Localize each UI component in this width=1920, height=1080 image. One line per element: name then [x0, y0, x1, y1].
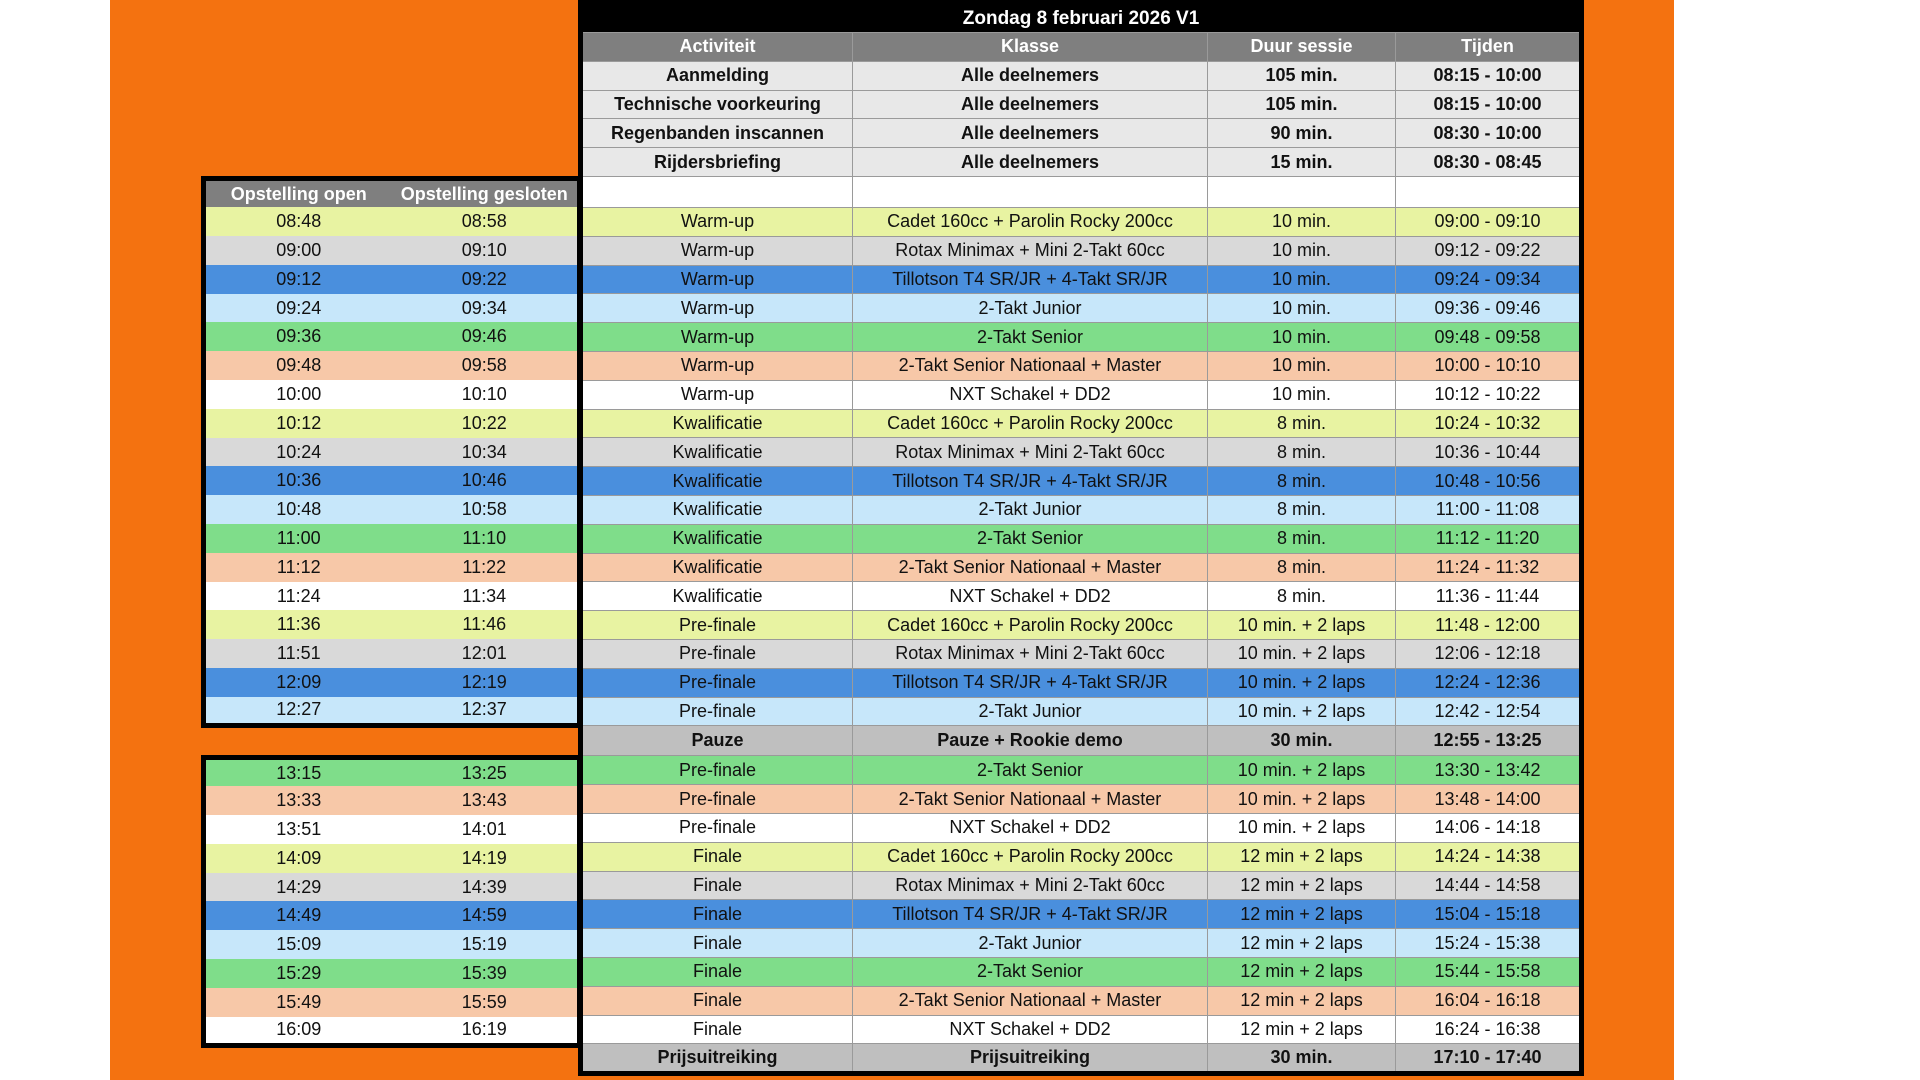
session-row [581, 929, 1582, 958]
duration-cell: 12 min + 2 laps [1208, 929, 1396, 958]
class-cell: 2-Takt Senior [853, 524, 1208, 553]
lineup-closed-cell: 09:22 [461, 268, 507, 289]
session-row [581, 957, 1582, 986]
duration-cell: 8 min. [1208, 495, 1396, 524]
activity-cell: Pauze [581, 726, 853, 756]
session-row [581, 380, 1582, 409]
class-cell: 2-Takt Senior [853, 756, 1208, 785]
lineup-row [204, 553, 580, 582]
lineup-open-cell: 14:29 [276, 876, 322, 897]
lineup-header-row [204, 179, 580, 208]
lineup-open-cell: 13:51 [276, 818, 322, 839]
class-cell: 2-Takt Junior [853, 697, 1208, 726]
class-cell: NXT Schakel + DD2 [853, 1015, 1208, 1044]
class-cell: Cadet 160cc + Parolin Rocky 200cc [853, 409, 1208, 438]
lineup-open-cell: 09:36 [276, 326, 322, 347]
lineup-closed-cell: 15:19 [461, 934, 507, 955]
lineup-row [204, 322, 580, 351]
lineup-closed-cell: 12:19 [461, 671, 507, 692]
session-row [581, 986, 1582, 1015]
times-cell: 11:36 - 11:44 [1396, 582, 1582, 611]
times-cell: 12:55 - 13:25 [1396, 726, 1582, 756]
session-row [581, 236, 1582, 265]
activity-cell: Warm-up [581, 380, 853, 409]
lineup-open-cell: 11:36 [276, 614, 321, 635]
lineup-table-morning [201, 176, 582, 728]
activity-cell: Finale [581, 957, 853, 986]
header-class: Klasse [853, 33, 1208, 62]
lineup-row [204, 380, 580, 409]
duration-cell: 90 min. [1208, 119, 1396, 148]
lineup-row [204, 873, 580, 902]
session-row [581, 639, 1582, 668]
activity-cell: Pre-finale [581, 785, 853, 814]
lineup-closed-cell: 13:25 [461, 762, 507, 783]
lineup-closed-cell: 12:37 [461, 699, 507, 720]
lineup-closed-cell: 09:46 [461, 326, 507, 347]
duration-cell: 10 min. [1208, 265, 1396, 294]
activity-cell: Kwalificatie [581, 467, 853, 496]
header-duration: Duur sessie [1208, 33, 1396, 62]
times-cell: 14:24 - 14:38 [1396, 842, 1582, 871]
session-row [581, 207, 1582, 236]
empty-cell [1208, 176, 1396, 207]
lineup-row [204, 351, 580, 380]
times-cell: 11:24 - 11:32 [1396, 553, 1582, 582]
lineup-row [204, 582, 580, 611]
class-cell: Cadet 160cc + Parolin Rocky 200cc [853, 611, 1208, 640]
lineup-closed-cell: 11:22 [462, 556, 507, 577]
activity-cell: Pre-finale [581, 668, 853, 697]
lineup-row [204, 265, 580, 294]
activity-cell: Finale [581, 1015, 853, 1044]
lineup-row [204, 668, 580, 697]
class-cell: Tillotson T4 SR/JR + 4-Takt SR/JR [853, 900, 1208, 929]
class-cell: Cadet 160cc + Parolin Rocky 200cc [853, 842, 1208, 871]
duration-cell: 10 min. [1208, 351, 1396, 380]
activity-cell: Rijdersbriefing [581, 148, 853, 177]
class-cell: 2-Takt Senior [853, 323, 1208, 352]
lineup-open-cell: 09:00 [276, 239, 322, 260]
duration-cell: 8 min. [1208, 409, 1396, 438]
activity-cell: Pre-finale [581, 611, 853, 640]
class-cell: Pauze + Rookie demo [853, 726, 1208, 756]
activity-cell: Warm-up [581, 351, 853, 380]
lineup-open-cell: 11:00 [276, 527, 321, 548]
duration-cell: 30 min. [1208, 1044, 1396, 1074]
lineup-open-cell: 09:24 [276, 297, 322, 318]
times-cell: 17:10 - 17:40 [1396, 1044, 1582, 1074]
lineup-closed-cell: 10:58 [461, 499, 507, 520]
lineup-open-cell: 11:24 [276, 585, 321, 606]
times-cell: 16:04 - 16:18 [1396, 986, 1582, 1015]
activity-cell: Kwalificatie [581, 553, 853, 582]
title-row [581, 3, 1582, 33]
activity-cell: Kwalificatie [581, 582, 853, 611]
session-row [581, 294, 1582, 323]
activity-cell: Pre-finale [581, 697, 853, 726]
duration-cell: 8 min. [1208, 438, 1396, 467]
times-cell: 08:15 - 10:00 [1396, 90, 1582, 119]
activity-cell: Warm-up [581, 294, 853, 323]
activity-cell: Kwalificatie [581, 524, 853, 553]
duration-cell: 105 min. [1208, 61, 1396, 90]
times-cell: 09:00 - 09:10 [1396, 207, 1582, 236]
times-cell: 14:06 - 14:18 [1396, 813, 1582, 842]
duration-cell: 10 min. [1208, 380, 1396, 409]
lineup-closed-cell: 10:34 [461, 441, 507, 462]
session-row [581, 467, 1582, 496]
duration-cell: 30 min. [1208, 726, 1396, 756]
class-cell: Tillotson T4 SR/JR + 4-Takt SR/JR [853, 668, 1208, 697]
lineup-open-cell: 09:12 [276, 268, 322, 289]
lineup-row [204, 409, 580, 438]
duration-cell: 8 min. [1208, 553, 1396, 582]
header-times: Tijden [1396, 33, 1582, 62]
times-cell: 13:48 - 14:00 [1396, 785, 1582, 814]
activity-cell: Warm-up [581, 236, 853, 265]
lineup-row [204, 524, 580, 553]
lineup-closed-cell: 14:01 [461, 818, 507, 839]
session-row [581, 495, 1582, 524]
session-row [581, 438, 1582, 467]
class-cell: Alle deelnemers [853, 148, 1208, 177]
duration-cell: 8 min. [1208, 524, 1396, 553]
lineup-closed-cell: 15:59 [461, 991, 507, 1012]
times-cell: 08:15 - 10:00 [1396, 61, 1582, 90]
class-cell: NXT Schakel + DD2 [853, 380, 1208, 409]
duration-cell: 10 min. + 2 laps [1208, 668, 1396, 697]
class-cell: Tillotson T4 SR/JR + 4-Takt SR/JR [853, 265, 1208, 294]
lineup-closed-cell: 10:22 [461, 412, 507, 433]
lineup-open-cell: 11:12 [276, 556, 321, 577]
session-row [581, 351, 1582, 380]
duration-cell: 15 min. [1208, 148, 1396, 177]
session-row [581, 553, 1582, 582]
empty-cell [1396, 176, 1582, 207]
lineup-row [204, 294, 580, 323]
empty-cell [581, 176, 853, 207]
times-cell: 12:42 - 12:54 [1396, 697, 1582, 726]
duration-cell: 12 min + 2 laps [1208, 986, 1396, 1015]
pre-event-row [581, 61, 1582, 90]
lineup-open-cell: 16:09 [276, 1019, 322, 1040]
class-cell: 2-Takt Senior Nationaal + Master [853, 553, 1208, 582]
lineup-open-cell: 10:36 [276, 470, 322, 491]
duration-cell: 10 min. [1208, 294, 1396, 323]
duration-cell: 12 min + 2 laps [1208, 842, 1396, 871]
lineup-closed-cell: 08:58 [461, 211, 507, 232]
lineup-open-cell: 09:48 [276, 355, 322, 376]
session-row [581, 813, 1582, 842]
activity-cell: Pre-finale [581, 813, 853, 842]
lineup-closed-cell: 11:46 [462, 614, 507, 635]
duration-cell: 105 min. [1208, 90, 1396, 119]
times-cell: 15:24 - 15:38 [1396, 929, 1582, 958]
lineup-row [204, 639, 580, 668]
times-cell: 14:44 - 14:58 [1396, 871, 1582, 900]
session-row [581, 697, 1582, 726]
class-cell: 2-Takt Senior [853, 957, 1208, 986]
lineup-row [204, 438, 580, 467]
pause-row [581, 726, 1582, 756]
times-cell: 10:36 - 10:44 [1396, 438, 1582, 467]
class-cell: Alle deelnemers [853, 61, 1208, 90]
times-cell: 11:48 - 12:00 [1396, 611, 1582, 640]
times-cell: 09:36 - 09:46 [1396, 294, 1582, 323]
pre-event-row [581, 148, 1582, 177]
lineup-open-cell: 08:48 [276, 211, 322, 232]
activity-cell: Pre-finale [581, 756, 853, 785]
activity-cell: Prijsuitreiking [581, 1044, 853, 1074]
session-row [581, 524, 1582, 553]
lineup-closed-cell: 10:10 [461, 383, 507, 404]
class-cell: Cadet 160cc + Parolin Rocky 200cc [853, 207, 1208, 236]
times-cell: 08:30 - 08:45 [1396, 148, 1582, 177]
lineup-row [204, 236, 580, 265]
lineup-row [204, 758, 580, 787]
session-row [581, 582, 1582, 611]
duration-cell: 10 min. [1208, 323, 1396, 352]
session-row [581, 842, 1582, 871]
duration-cell: 10 min. + 2 laps [1208, 785, 1396, 814]
lineup-open-cell: 15:29 [276, 962, 322, 983]
activity-cell: Kwalificatie [581, 495, 853, 524]
lineup-open-cell: 11:51 [276, 643, 321, 664]
activity-cell: Regenbanden inscannen [581, 119, 853, 148]
activity-cell: Warm-up [581, 207, 853, 236]
lineup-open-cell: 10:24 [276, 441, 322, 462]
lineup-row [204, 786, 580, 815]
session-row [581, 409, 1582, 438]
class-cell: 2-Takt Junior [853, 294, 1208, 323]
lineup-row [204, 844, 580, 873]
activity-cell: Kwalificatie [581, 409, 853, 438]
session-row [581, 668, 1582, 697]
duration-cell: 10 min. + 2 laps [1208, 611, 1396, 640]
class-cell: 2-Takt Senior Nationaal + Master [853, 785, 1208, 814]
class-cell: Rotax Minimax + Mini 2-Takt 60cc [853, 236, 1208, 265]
lineup-closed-cell: 12:01 [461, 643, 507, 664]
lineup-open-cell: 13:15 [276, 762, 322, 783]
activity-cell: Finale [581, 871, 853, 900]
lineup-open-cell: 14:09 [276, 847, 322, 868]
times-cell: 13:30 - 13:42 [1396, 756, 1582, 785]
class-cell: 2-Takt Junior [853, 929, 1208, 958]
lineup-row [204, 988, 580, 1017]
lineup-closed-cell: 15:39 [461, 962, 507, 983]
lineup-open-cell: 14:49 [276, 905, 322, 926]
lineup-open-cell: 12:27 [276, 699, 322, 720]
times-cell: 10:12 - 10:22 [1396, 380, 1582, 409]
lineup-closed-cell: 10:46 [461, 470, 507, 491]
duration-cell: 12 min + 2 laps [1208, 957, 1396, 986]
class-cell: 2-Takt Junior [853, 495, 1208, 524]
times-cell: 16:24 - 16:38 [1396, 1015, 1582, 1044]
times-cell: 15:04 - 15:18 [1396, 900, 1582, 929]
duration-cell: 12 min + 2 laps [1208, 1015, 1396, 1044]
lineup-open-cell: 12:09 [276, 671, 322, 692]
session-row [581, 1015, 1582, 1044]
activity-cell: Pre-finale [581, 639, 853, 668]
session-row [581, 265, 1582, 294]
lineup-closed-cell: 16:19 [461, 1019, 507, 1040]
times-cell: 11:12 - 11:20 [1396, 524, 1582, 553]
duration-cell: 10 min. [1208, 207, 1396, 236]
lineup-open-cell: 13:33 [276, 790, 322, 811]
lineup-row [204, 610, 580, 639]
blank-row [581, 176, 1582, 207]
lineup-row [204, 959, 580, 988]
class-cell: Rotax Minimax + Mini 2-Takt 60cc [853, 438, 1208, 467]
duration-cell: 8 min. [1208, 582, 1396, 611]
lineup-row [204, 815, 580, 844]
class-cell: Tillotson T4 SR/JR + 4-Takt SR/JR [853, 467, 1208, 496]
class-cell: Prijsuitreiking [853, 1044, 1208, 1074]
activity-cell: Warm-up [581, 323, 853, 352]
lineup-open-cell: 10:48 [276, 499, 322, 520]
empty-cell [853, 176, 1208, 207]
lineup-closed-cell: 09:58 [461, 355, 507, 376]
duration-cell: 12 min + 2 laps [1208, 900, 1396, 929]
page-title: Zondag 8 februari 2026 V1 [581, 3, 1582, 33]
duration-cell: 12 min + 2 laps [1208, 871, 1396, 900]
lineup-closed-cell: 13:43 [461, 790, 507, 811]
session-row [581, 756, 1582, 785]
lineup-closed-cell: 11:34 [462, 585, 507, 606]
lineup-row [204, 901, 580, 930]
times-cell: 11:00 - 11:08 [1396, 495, 1582, 524]
duration-cell: 10 min. + 2 laps [1208, 813, 1396, 842]
class-cell: 2-Takt Senior Nationaal + Master [853, 986, 1208, 1015]
lineup-closed-cell: 09:34 [461, 297, 507, 318]
session-row [581, 871, 1582, 900]
pre-event-row [581, 90, 1582, 119]
lineup-row [204, 466, 580, 495]
header-lineup-closed: Opstelling gesloten [400, 183, 568, 204]
lineup-open-cell: 10:12 [276, 412, 322, 433]
activity-cell: Finale [581, 929, 853, 958]
duration-cell: 10 min. + 2 laps [1208, 639, 1396, 668]
header-lineup-open: Opstelling open [230, 183, 367, 204]
lineup-open-cell: 10:00 [276, 383, 322, 404]
class-cell: NXT Schakel + DD2 [853, 582, 1208, 611]
lineup-closed-cell: 14:19 [461, 847, 507, 868]
lineup-open-cell: 15:09 [276, 934, 322, 955]
times-cell: 12:06 - 12:18 [1396, 639, 1582, 668]
duration-cell: 8 min. [1208, 467, 1396, 496]
lineup-row [204, 207, 580, 236]
activity-cell: Aanmelding [581, 61, 853, 90]
times-cell: 10:00 - 10:10 [1396, 351, 1582, 380]
header-row [581, 33, 1582, 62]
times-cell: 15:44 - 15:58 [1396, 957, 1582, 986]
class-cell: Rotax Minimax + Mini 2-Takt 60cc [853, 871, 1208, 900]
session-row [581, 785, 1582, 814]
lineup-row [204, 1017, 580, 1046]
times-cell: 12:24 - 12:36 [1396, 668, 1582, 697]
session-row [581, 323, 1582, 352]
activity-cell: Warm-up [581, 265, 853, 294]
schedule-table [578, 0, 1584, 1076]
times-cell: 09:12 - 09:22 [1396, 236, 1582, 265]
times-cell: 08:30 - 10:00 [1396, 119, 1582, 148]
duration-cell: 10 min. + 2 laps [1208, 756, 1396, 785]
times-cell: 09:48 - 09:58 [1396, 323, 1582, 352]
activity-cell: Finale [581, 900, 853, 929]
duration-cell: 10 min. + 2 laps [1208, 697, 1396, 726]
lineup-table-afternoon [201, 755, 582, 1048]
lineup-closed-cell: 11:10 [462, 527, 507, 548]
class-cell: 2-Takt Senior Nationaal + Master [853, 351, 1208, 380]
lineup-row [204, 697, 580, 726]
prize-ceremony-row [581, 1044, 1582, 1074]
header-activity: Activiteit [581, 33, 853, 62]
session-row [581, 611, 1582, 640]
pre-event-row [581, 119, 1582, 148]
lineup-closed-cell: 14:59 [461, 905, 507, 926]
lineup-closed-cell: 09:10 [461, 239, 507, 260]
activity-cell: Technische voorkeuring [581, 90, 853, 119]
duration-cell: 10 min. [1208, 236, 1396, 265]
times-cell: 10:24 - 10:32 [1396, 409, 1582, 438]
activity-cell: Kwalificatie [581, 438, 853, 467]
activity-cell: Finale [581, 986, 853, 1015]
class-cell: Rotax Minimax + Mini 2-Takt 60cc [853, 639, 1208, 668]
class-cell: Alle deelnemers [853, 90, 1208, 119]
activity-cell: Finale [581, 842, 853, 871]
class-cell: Alle deelnemers [853, 119, 1208, 148]
times-cell: 10:48 - 10:56 [1396, 467, 1582, 496]
lineup-row [204, 930, 580, 959]
lineup-closed-cell: 14:39 [461, 876, 507, 897]
lineup-open-cell: 15:49 [276, 991, 322, 1012]
session-row [581, 900, 1582, 929]
times-cell: 09:24 - 09:34 [1396, 265, 1582, 294]
class-cell: NXT Schakel + DD2 [853, 813, 1208, 842]
lineup-row [204, 495, 580, 524]
